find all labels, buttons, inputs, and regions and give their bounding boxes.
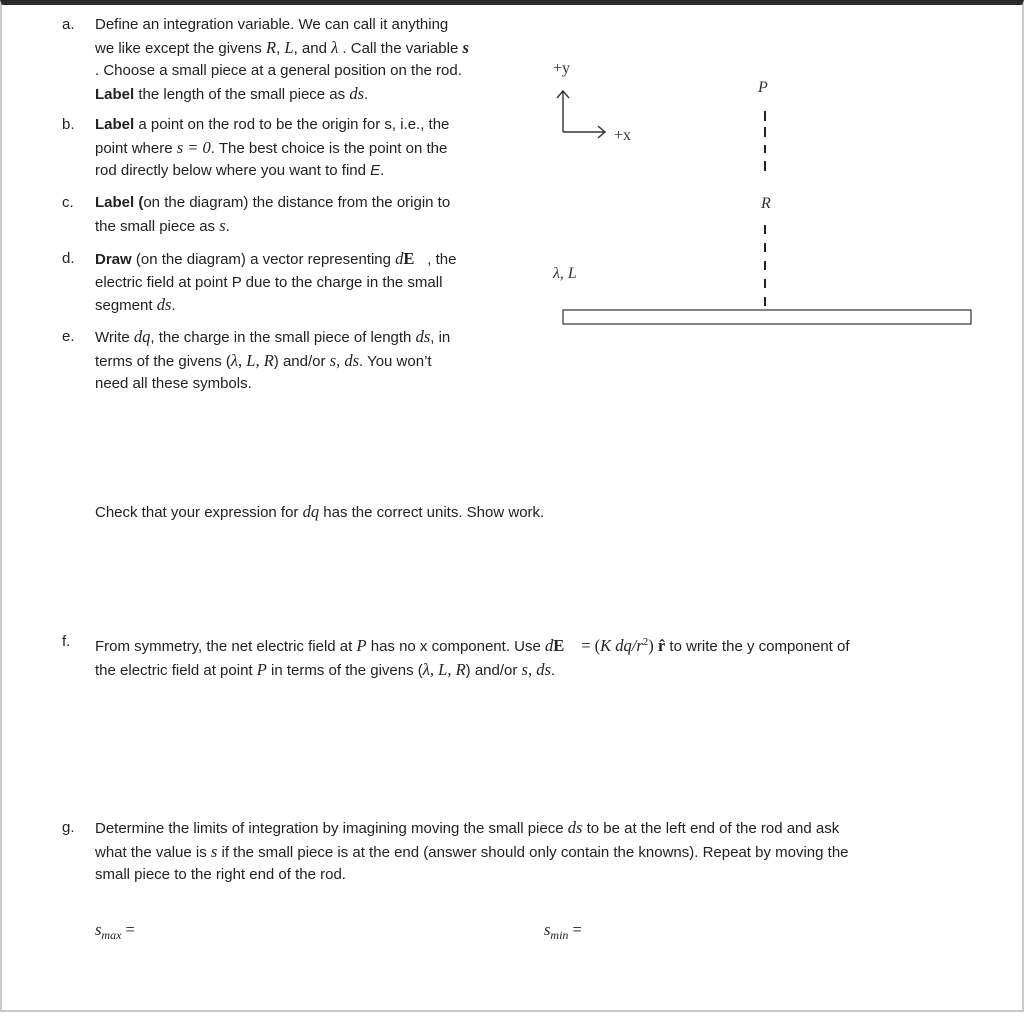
text: , in [430,329,451,346]
lambda-L-label: λ, L [553,265,577,282]
math-s: s [95,920,102,939]
math-ds: ds [415,327,431,346]
point-P-label: P [758,79,768,96]
text: , [276,39,285,57]
math-s-ds: s, ds [521,659,551,679]
item-marker: a. [62,16,75,33]
text: ) and/or [273,352,330,370]
math-dq: dq [133,327,151,346]
text: ) and/or [465,661,522,679]
math-equals: = [568,920,582,939]
math-s-eq-0: s = 0 [176,137,211,157]
math-givens: λ, L, R [422,659,466,679]
text: . [364,85,369,103]
math-givens: λ, L, R [230,350,274,370]
plus-y-label: +y [553,60,571,77]
text: . [550,661,556,679]
text: to be at the left end of the rod and ask [582,820,840,837]
math-P: P [256,659,267,679]
text: , and [293,39,332,57]
text: we like except the givens [95,39,266,57]
text: on the diagram) the distance from the origin to [143,194,451,211]
math-R: R [265,37,277,57]
item-marker: g. [62,819,75,836]
text: , the [427,251,457,268]
axes-arrows [557,91,605,138]
text: . You won’t [359,352,432,370]
math-vector-E: E ⃗ [403,248,427,271]
plus-x-label: +x [614,127,632,144]
text: Check that your expression for [95,504,303,521]
math-s: s [544,920,551,939]
italic-E: E [370,162,381,179]
math-d: d [395,249,404,268]
item-marker: c. [62,194,74,211]
text: if the small piece is at the end (answer should only contain the knowns). Repeat by moving the [217,843,849,861]
text: has no x component. Use [366,638,545,655]
item-g-line-3: small piece to the right end of the rod. [95,866,346,883]
math-s-bold: s [462,37,469,57]
distance-R-label: R [761,195,771,212]
text: (on the diagram) a vector representing [131,251,396,268]
item-a-line-3: . Choose a small piece at a general position on the rod. [95,62,462,79]
math-P: P [356,636,367,655]
math-K-dq-r: K dq/r [600,636,643,655]
text: the small piece as [95,217,220,235]
text: Write [95,329,134,346]
bold-label: Label [95,116,135,133]
math-s-ds: s, ds [329,350,360,370]
math-r-hat: r̂ [657,636,666,655]
text: . Call the variable [338,39,463,57]
charged-rod [563,310,971,324]
text: rod directly below where you want to find [95,162,371,179]
item-d-line-2: electric field at point P due to the charge in the small [95,273,443,291]
text: in terms of the givens ( [266,661,423,679]
item-marker: d. [62,250,75,267]
math-ds: ds [567,818,583,837]
math-ds: ds [156,295,172,314]
item-marker: f. [62,633,71,650]
math-lambda: λ [331,37,339,57]
text: to write the y component of [665,638,850,655]
text: the length of the small piece as [134,85,350,103]
math-vector-E: E ⃗ [553,635,577,658]
text: what the value is [95,843,211,861]
text: . The best choice is the point on the [210,139,448,157]
item-marker: b. [62,116,75,133]
math-equals: = ( [577,636,601,655]
math-ds: ds [349,83,364,103]
diagram-svg [2,5,1024,1017]
item-marker: e. [62,328,75,345]
text: the electric field at point [95,661,257,679]
item-a-line-1: Define an integration variable. We can call it anything [95,16,449,33]
math-equals: = [121,920,135,939]
math-s: s [219,215,226,235]
text: . [171,297,176,314]
text: terms of the givens ( [95,352,231,370]
text: Determine the limits of integration by imagining moving the small piece [95,820,568,837]
math-dq: dq [302,502,320,521]
text: From symmetry, the net electric field at [95,638,357,655]
math-d: d [545,636,554,655]
text: has the correct units. Show work. [319,504,545,521]
text: , the charge in the small piece of length [150,329,416,346]
text: a point on the rod to be the origin for s, i.e., the [134,116,450,133]
bold-label: Label [95,85,135,103]
text: segment [95,297,157,314]
math-exponent: 2 [642,636,649,648]
math-paren: ) [648,636,658,655]
math-s: s [210,841,218,861]
math-subscript-min: min [550,928,569,942]
item-e-line-3: need all these symbols. [95,375,252,392]
text: . [225,217,230,235]
text: point where [95,139,177,157]
bold-label: Draw [95,251,132,268]
bold-label: Label ( [95,194,144,211]
math-L: L [284,37,294,57]
text: . [380,162,385,179]
math-subscript-max: max [101,928,122,942]
